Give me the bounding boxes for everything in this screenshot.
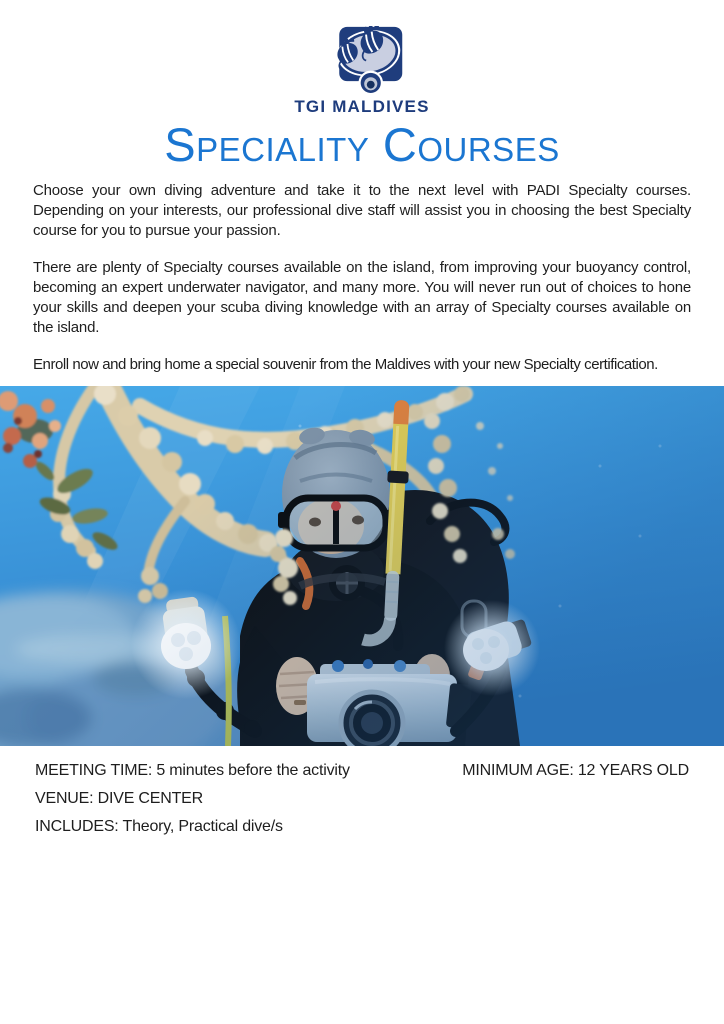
meeting-time-text: MEETING TIME: 5 minutes before the activity <box>35 761 350 779</box>
brand-name: TGI MALDIVES <box>294 97 430 116</box>
diver-photo <box>0 386 724 746</box>
minimum-age-text: MINIMUM AGE: 12 YEARS OLD <box>462 761 689 779</box>
activity-details <box>0 746 724 837</box>
intro-paragraph-3: Enroll now and bring home a special souvenir from the Maldives with your new Specialty certification. <box>33 355 658 373</box>
page-title: Speciality Courses <box>164 118 560 171</box>
brand-header <box>0 0 724 117</box>
venue-text: VENUE: DIVE CENTER <box>35 789 203 807</box>
intro-copy <box>0 181 724 375</box>
tgi-maldives-logo-icon <box>310 26 414 96</box>
intro-paragraph-2: There are plenty of Specialty courses available on the island, from improving your buoyancy control, becoming an expert underwater navigator, and many more. You will never run out of choices to hone your skills and deepen your scuba diving knowledge with an array of Specialty courses available on the island. <box>33 258 691 336</box>
includes-text: INCLUDES: Theory, Practical dive/s <box>35 817 283 835</box>
intro-paragraph-1: Choose your own diving adventure and take it to the next level with PADI Specialty courses. Depending on your interests, our professional dive staff will assist you in choosing the best Specialty course for you to pursue your passion. <box>33 181 691 239</box>
